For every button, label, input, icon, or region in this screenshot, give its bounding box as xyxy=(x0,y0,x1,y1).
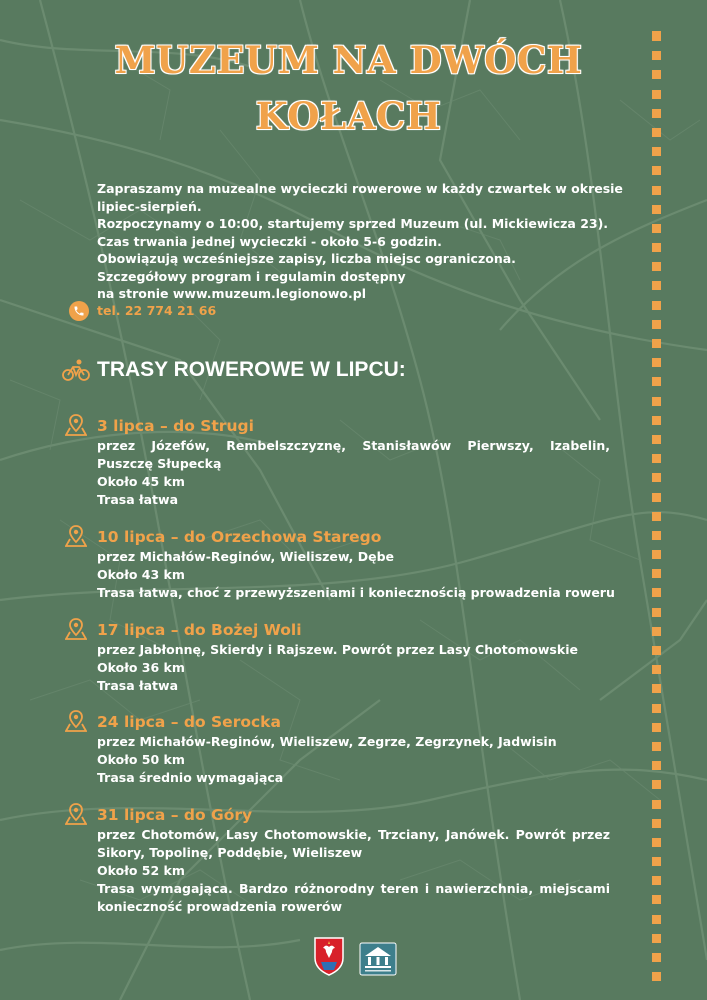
border-dash xyxy=(652,857,661,866)
route-difficulty: Trasa średnio wymagająca xyxy=(97,770,284,785)
border-dash xyxy=(652,550,661,559)
route-difficulty: Trasa łatwa xyxy=(97,492,179,507)
border-dash xyxy=(652,915,661,924)
intro-text xyxy=(97,180,623,303)
route-distance: Około 43 km xyxy=(97,567,185,582)
border-dash xyxy=(652,224,661,233)
border-dash xyxy=(652,454,661,463)
route-title: 31 lipca – do Góry xyxy=(97,806,253,824)
section-title: TRASY ROWEROWE W LIPCU: xyxy=(97,358,406,381)
route-via: przez Józefów, Rembelszczyznę, Stanisławów Pierwszy, Izabelin, Puszczę Słupecką xyxy=(97,438,610,471)
map-pin-icon xyxy=(65,617,87,641)
border-dash xyxy=(652,627,661,636)
border-dash xyxy=(652,569,661,578)
border-dash xyxy=(652,109,661,118)
border-dash xyxy=(652,665,661,674)
border-dash xyxy=(652,819,661,828)
border-dash xyxy=(652,301,661,310)
route-via: przez Michałów-Reginów, Wieliszew, Zegrze, Zegrzynek, Jadwisin xyxy=(97,734,557,749)
border-dash xyxy=(652,800,661,809)
route-via: przez Michałów-Reginów, Wieliszew, Dębe xyxy=(97,549,395,564)
route-difficulty: Trasa wymagająca. Bardzo różnorodny teren i nawierzchnia, miejscami konieczność prowadzenia rowerów xyxy=(97,881,610,914)
border-dash xyxy=(652,473,661,482)
border-dash xyxy=(652,262,661,271)
border-dash xyxy=(652,838,661,847)
border-dash xyxy=(652,608,661,617)
intro-line: lipiec-sierpień. xyxy=(97,198,202,214)
route-distance: Około 50 km xyxy=(97,752,185,767)
map-pin-icon xyxy=(65,413,87,437)
border-dash xyxy=(652,531,661,540)
intro-line: Rozpoczynamy o 10:00, startujemy sprzed Muzeum (ul. Mickiewicza 23). xyxy=(97,216,609,231)
border-dash xyxy=(652,377,661,386)
page-title-line2: KOŁACH xyxy=(255,94,442,138)
border-dash xyxy=(652,723,661,732)
section-header xyxy=(62,358,406,382)
border-dash xyxy=(652,320,661,329)
border-dash xyxy=(652,761,661,770)
route-title: 10 lipca – do Orzechowa Starego xyxy=(97,528,382,546)
border-dash xyxy=(652,512,661,521)
route-item xyxy=(97,415,610,509)
coat-of-arms-logo xyxy=(313,936,345,976)
route-difficulty: Trasa łatwa xyxy=(97,678,179,693)
route-item xyxy=(97,526,615,602)
border-dash xyxy=(652,588,661,597)
border-dash xyxy=(652,416,661,425)
intro-line: Zapraszamy na muzealne wycieczki rowerowe w każdy czwartek w okresie xyxy=(97,181,623,196)
border-dash xyxy=(652,186,661,195)
route-title: 3 lipca – do Strugi xyxy=(97,417,254,435)
intro-line: Obowiązują wcześniejsze zapisy, liczba miejsc ograniczona. xyxy=(97,251,516,266)
border-dash xyxy=(652,51,661,60)
border-dash xyxy=(652,876,661,885)
route-difficulty: Trasa łatwa, choć z przewyższeniami i koniecznością prowadzenia roweru xyxy=(97,585,615,600)
border-dash xyxy=(652,493,661,502)
footer-logos xyxy=(313,936,397,976)
map-pin-icon xyxy=(65,802,87,826)
border-dash xyxy=(652,704,661,713)
phone-contact xyxy=(69,301,217,321)
route-item xyxy=(97,711,610,787)
border-dash xyxy=(652,646,661,655)
border-dash xyxy=(652,281,661,290)
page-title-line1: MUZEUM NA DWÓCH xyxy=(114,38,583,82)
phone-icon xyxy=(69,301,89,321)
route-item xyxy=(97,804,610,916)
border-dash xyxy=(652,243,661,252)
border-dash xyxy=(652,128,661,137)
border-dash xyxy=(652,684,661,693)
border-dash xyxy=(652,166,661,175)
intro-line: Czas trwania jednej wycieczki - około 5-6 godzin. xyxy=(97,233,442,249)
route-via: przez Chotomów, Lasy Chotomowskie, Trzciany, Janówek. Powrót przez Sikory, Topolinę, Poddębie, Wieliszew xyxy=(97,827,610,860)
cyclist-icon xyxy=(62,358,90,382)
border-dash xyxy=(652,32,661,41)
route-via: przez Jabłonnę, Skierdy i Rajszew. Powrót przez Lasy Chotomowskie xyxy=(97,642,578,657)
route-title: 24 lipca – do Serocka xyxy=(97,713,281,731)
intro-line: na stronie www.muzeum.legionowo.pl xyxy=(97,286,366,301)
phone-number: tel. 22 774 21 66 xyxy=(97,303,217,318)
map-pin-icon xyxy=(65,709,87,733)
museum-logo xyxy=(359,942,397,976)
route-distance: Około 45 km xyxy=(97,474,185,489)
border-dash xyxy=(652,972,661,981)
border-dash xyxy=(652,780,661,789)
route-distance: Około 36 km xyxy=(97,660,185,675)
route-title: 17 lipca – do Bożej Woli xyxy=(97,621,302,639)
intro-line: Szczegółowy program i regulamin dostępny xyxy=(97,268,406,284)
dashed-border xyxy=(652,32,661,991)
border-dash xyxy=(652,895,661,904)
border-dash xyxy=(652,358,661,367)
route-distance: Około 52 km xyxy=(97,863,185,878)
border-dash xyxy=(652,934,661,943)
border-dash xyxy=(652,339,661,348)
map-pin-icon xyxy=(65,524,87,548)
border-dash xyxy=(652,742,661,751)
border-dash xyxy=(652,397,661,406)
border-dash xyxy=(652,147,661,156)
border-dash xyxy=(652,70,661,79)
route-item xyxy=(97,619,610,695)
border-dash xyxy=(652,435,661,444)
border-dash xyxy=(652,953,661,962)
border-dash xyxy=(652,205,661,214)
border-dash xyxy=(652,90,661,99)
